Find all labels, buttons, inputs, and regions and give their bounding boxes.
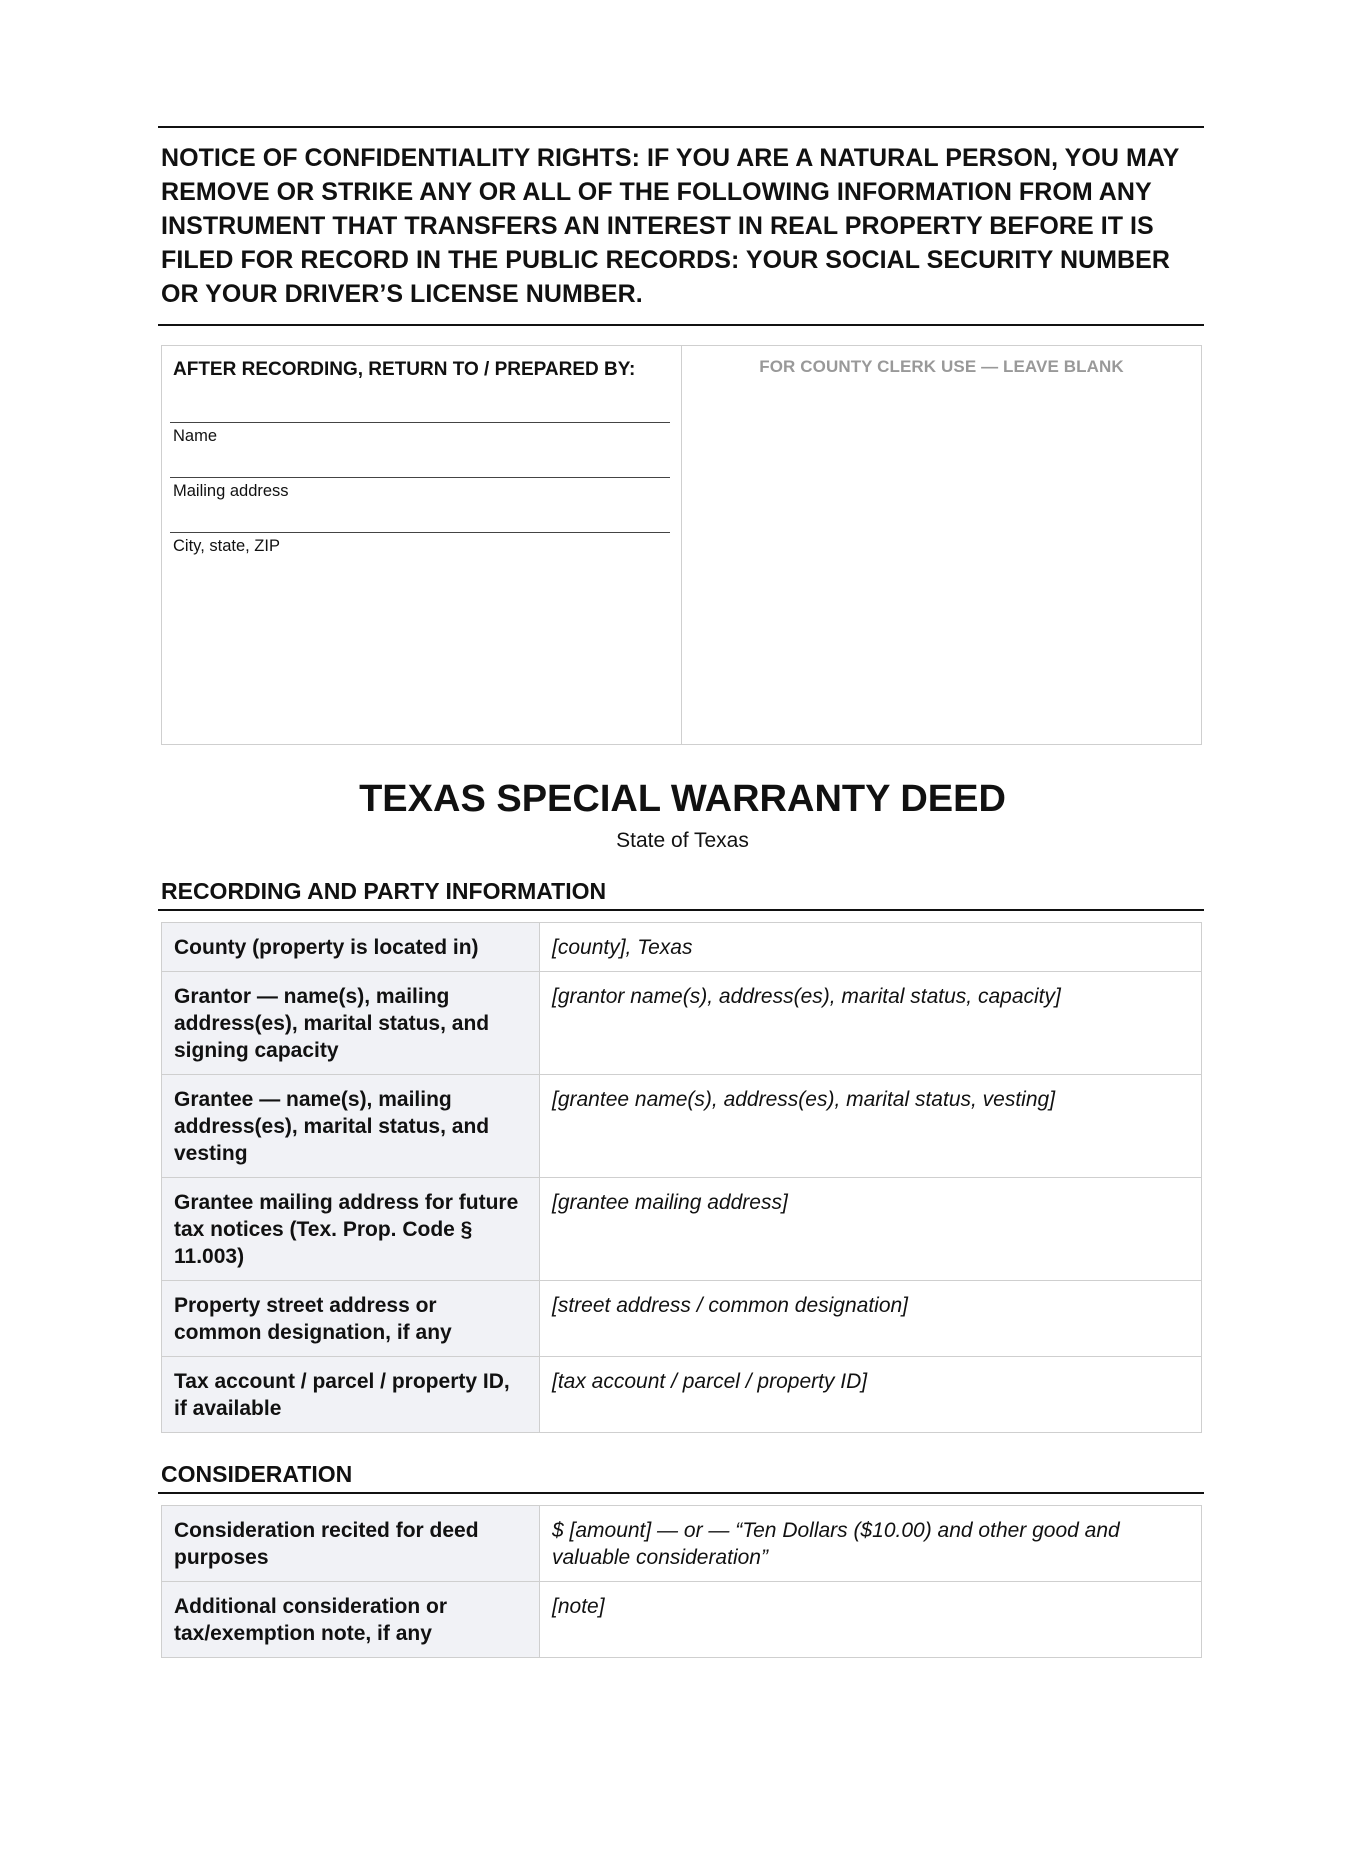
row-label: Additional consideration or tax/exemption note, if any [162, 1582, 540, 1658]
row-value[interactable]: [note] [540, 1582, 1202, 1658]
county-clerk-label: FOR COUNTY CLERK USE — LEAVE BLANK [759, 357, 1124, 376]
table-row [162, 1506, 1202, 1582]
row-label: Grantee — name(s), mailing address(es), marital status, and vesting [162, 1075, 540, 1178]
table-row [162, 1075, 1202, 1178]
county-clerk-area [682, 346, 1201, 744]
document-subtitle: State of Texas [616, 829, 749, 852]
confidentiality-notice: NOTICE OF CONFIDENTIALITY RIGHTS: IF YOU ARE A NATURAL PERSON, YOU MAY REMOVE OR STRIKE ANY OR ALL OF THE FOLLOWING INFORMATION FROM ANY INSTRUMENT THAT TRANSFERS AN INTEREST IN REAL PROPERTY BEFORE IT IS FILED FOR RECORD IN THE PUBLIC RECORDS: YOUR SOCIAL SECURITY NUMBER OR YOUR DRIVER’S LICENSE NUMBER. [158, 126, 1204, 326]
row-value[interactable]: [grantee mailing address] [540, 1178, 1202, 1281]
row-label: Grantor — name(s), mailing address(es), marital status, and signing capacity [162, 972, 540, 1075]
row-value[interactable]: [street address / common designation] [540, 1281, 1202, 1357]
row-value[interactable]: [county], Texas [540, 923, 1202, 972]
consideration-section-heading: CONSIDERATION [158, 1459, 1204, 1494]
city-state-zip-label: City, state, ZIP [173, 537, 280, 555]
deed-page [158, 126, 1204, 1658]
table-row [162, 1357, 1202, 1433]
consideration-table [161, 1505, 1202, 1658]
return-to-box [161, 345, 1202, 745]
row-label: Tax account / parcel / property ID, if available [162, 1357, 540, 1433]
row-label: County (property is located in) [162, 923, 540, 972]
row-value[interactable]: [grantor name(s), address(es), marital status, capacity] [540, 972, 1202, 1075]
return-to-heading: AFTER RECORDING, RETURN TO / PREPARED BY: [173, 359, 636, 380]
row-value[interactable]: [tax account / parcel / property ID] [540, 1357, 1202, 1433]
table-row [162, 1178, 1202, 1281]
row-value[interactable]: [grantee name(s), address(es), marital status, vesting] [540, 1075, 1202, 1178]
document-title: TEXAS SPECIAL WARRANTY DEED [359, 778, 1006, 820]
mailing-address-label: Mailing address [173, 482, 289, 500]
return-to-section [162, 346, 682, 744]
row-label: Consideration recited for deed purposes [162, 1506, 540, 1582]
recording-section-heading: RECORDING AND PARTY INFORMATION [158, 876, 1204, 911]
table-row [162, 923, 1202, 972]
row-value[interactable]: $ [amount] — or — “Ten Dollars ($10.00) and other good and valuable consideration” [540, 1506, 1202, 1582]
table-row [162, 972, 1202, 1075]
row-label: Grantee mailing address for future tax notices (Tex. Prop. Code § 11.003) [162, 1178, 540, 1281]
name-label: Name [173, 427, 218, 445]
row-label: Property street address or common designation, if any [162, 1281, 540, 1357]
recording-table [161, 922, 1202, 1433]
table-row [162, 1281, 1202, 1357]
table-row [162, 1582, 1202, 1658]
